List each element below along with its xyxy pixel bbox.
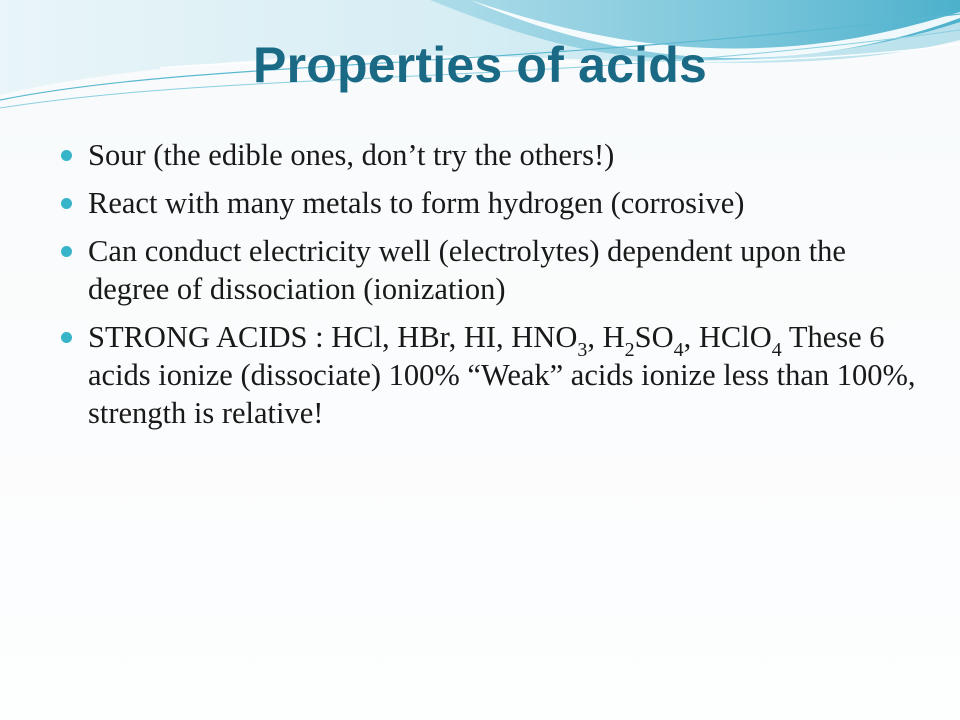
subscript: 2 xyxy=(624,339,635,361)
strong-acids-rest: These 6 acids ionize (dissociate) 100% “Weak” acids ionize less than 100%, strength is relative! xyxy=(88,320,916,430)
bullet-marker-icon xyxy=(61,332,72,343)
bullet-item xyxy=(60,184,920,222)
bullet-text: Sour (the edible ones, don’t try the others!) xyxy=(88,138,615,172)
bullet-text: React with many metals to form hydrogen (corrosive) xyxy=(88,186,745,220)
subscript: 4 xyxy=(673,339,684,361)
bullet-marker-icon xyxy=(61,150,72,161)
bullet-marker-icon xyxy=(61,198,72,209)
bullet-item xyxy=(60,232,920,308)
bullet-item-strong-acids xyxy=(60,318,920,432)
strong-acids-prefix: STRONG ACIDS : HCl, HBr, HI, HNO xyxy=(88,320,578,354)
strong-acids-text xyxy=(88,320,916,430)
bullet-text: Can conduct electricity well (electrolytes) dependent upon the degree of dissociation (ionization) xyxy=(88,234,846,306)
bullet-list xyxy=(60,136,920,442)
strong-acids-separator: , H xyxy=(587,320,625,354)
subscript: 4 xyxy=(771,339,782,361)
subscript: 3 xyxy=(577,339,588,361)
slide-title: Properties of acids xyxy=(253,37,707,93)
bullet-item xyxy=(60,136,920,174)
strong-acids-formula: SO xyxy=(634,320,674,354)
bullet-marker-icon xyxy=(61,246,72,257)
strong-acids-separator: , HClO xyxy=(683,320,772,354)
